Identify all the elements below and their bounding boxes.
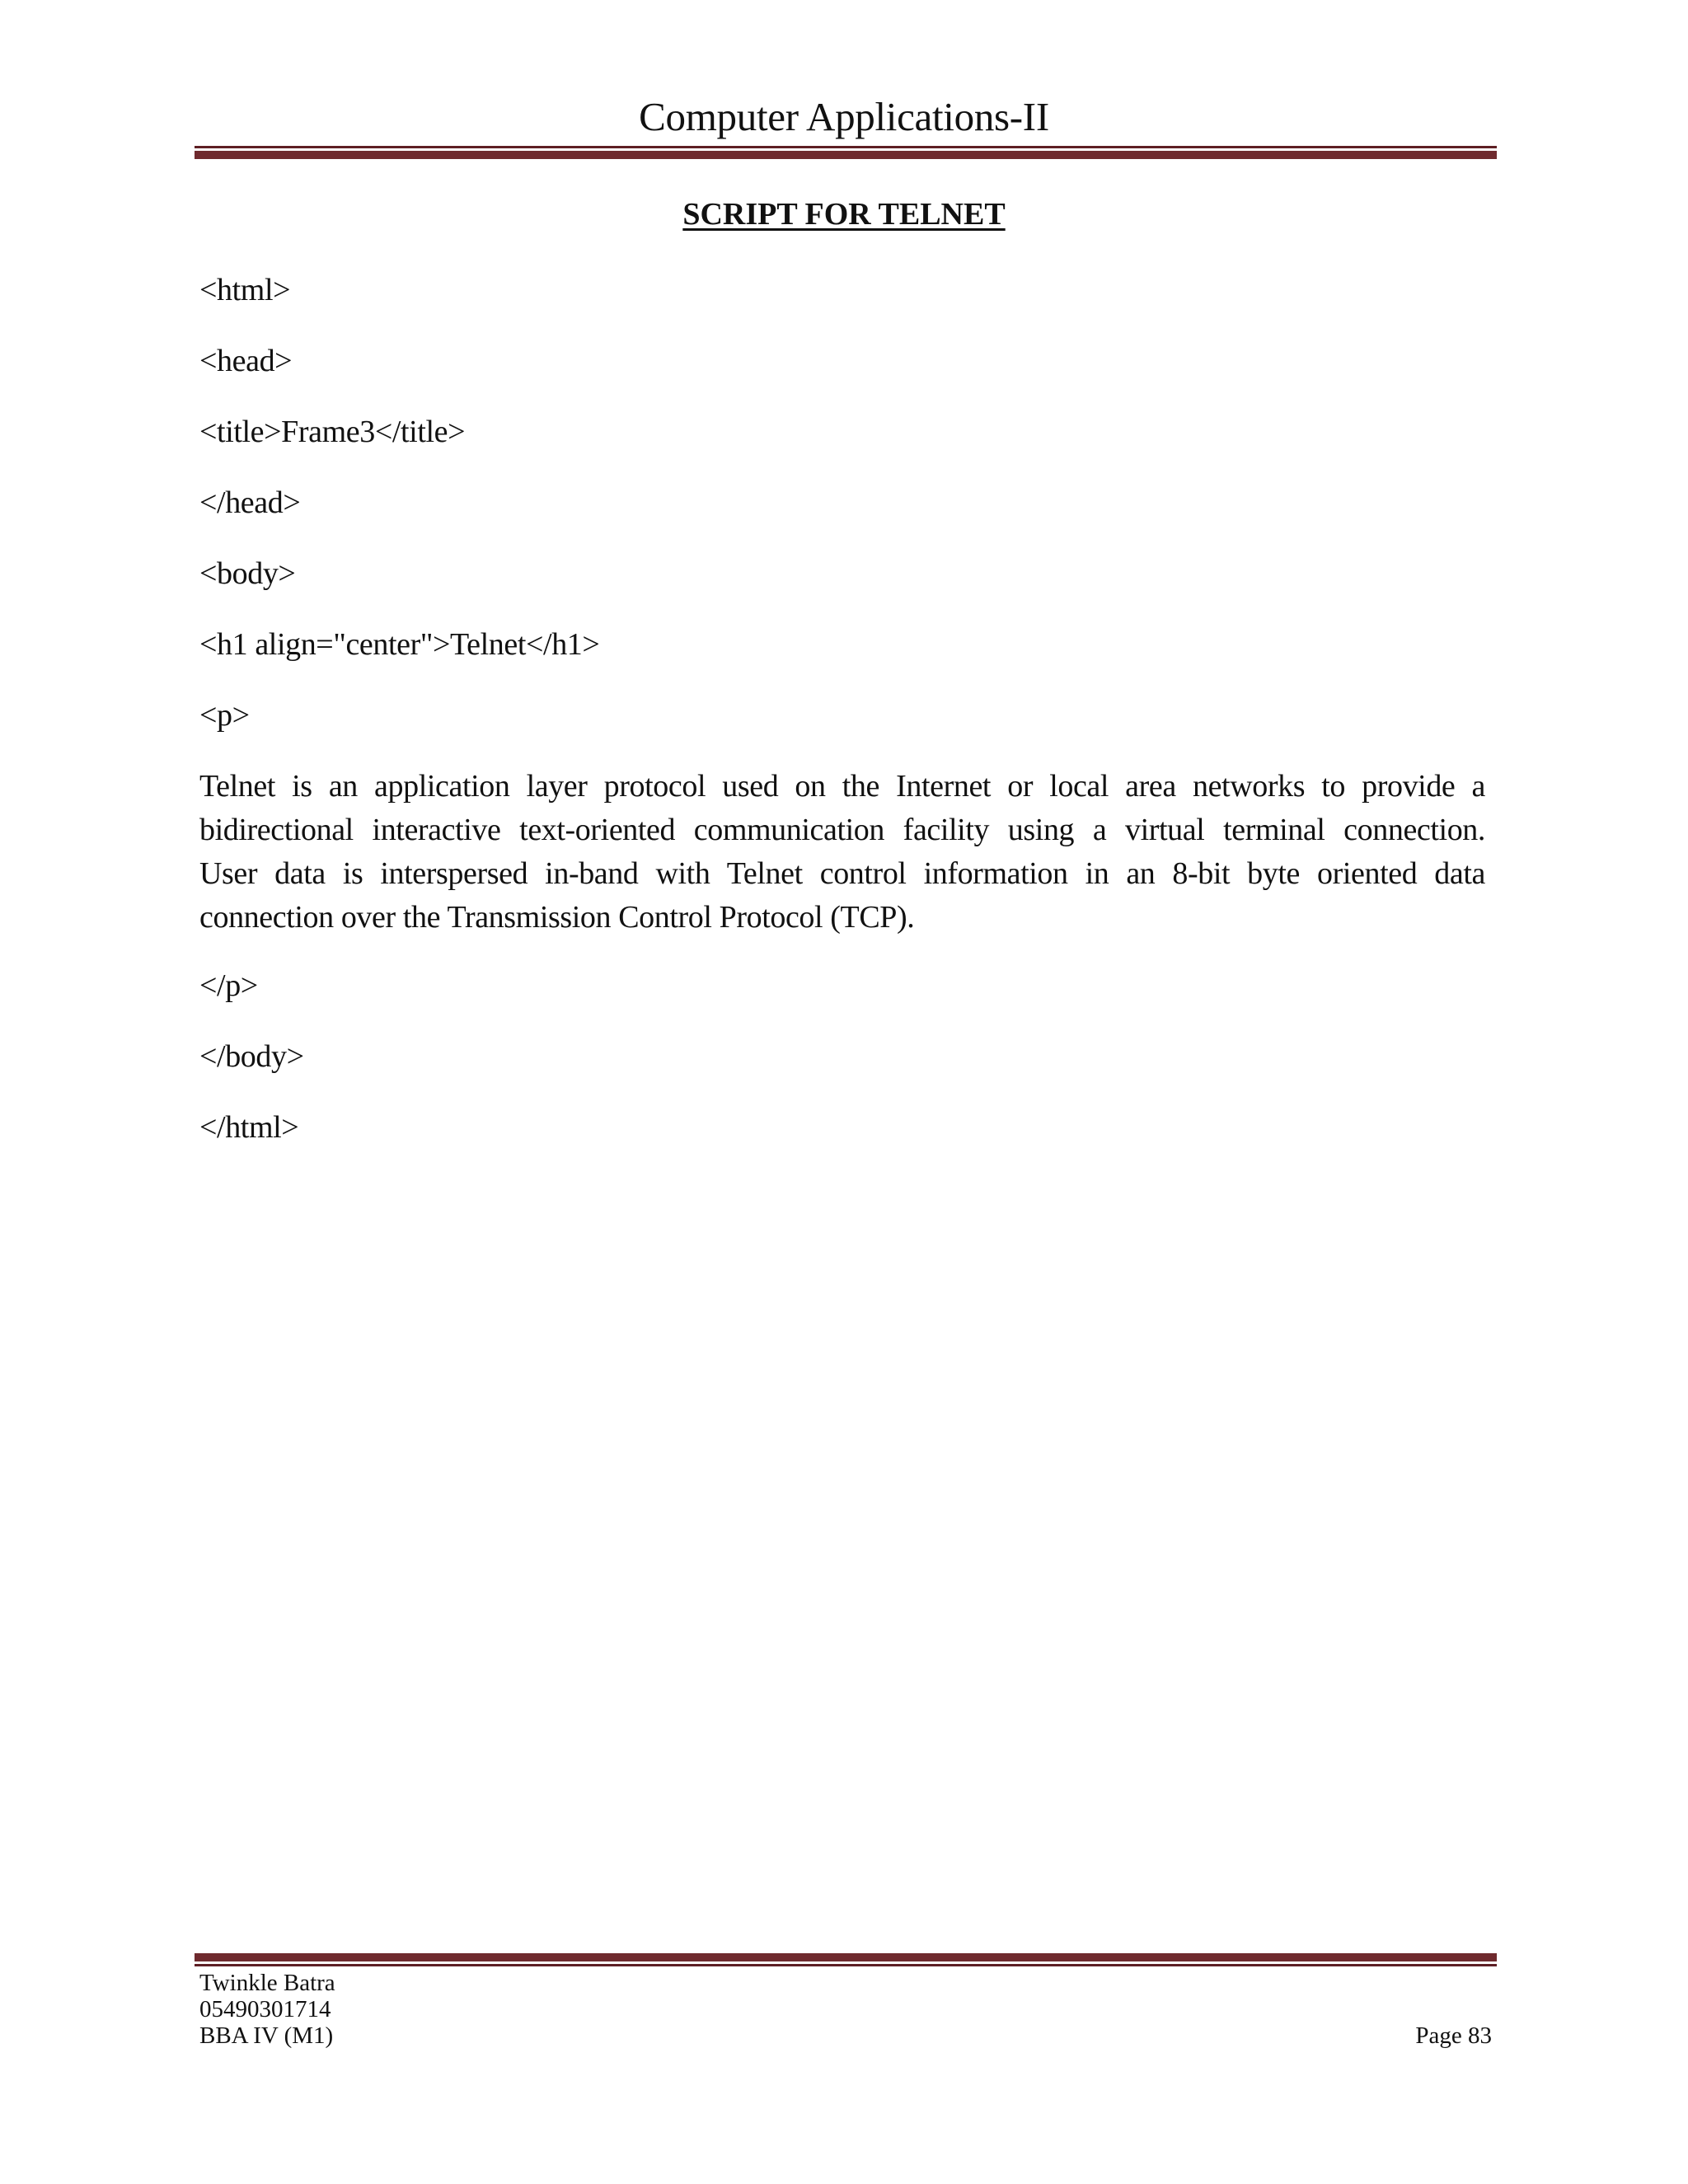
code-line-title: <title>Frame3</title> <box>199 415 466 449</box>
page-header-title: Computer Applications-II <box>639 94 1049 139</box>
page-number: Page 83 <box>1415 2022 1492 2049</box>
footer-divider <box>195 1953 1497 1966</box>
code-line-html-close: </html> <box>199 1110 299 1145</box>
paragraph-line: connection over the Transmission Control Protocol (TCP). <box>199 900 915 935</box>
code-line-body-close: </body> <box>199 1039 304 1074</box>
paragraph-line: bidirectional interactive text-oriented communication facility using a virtual terminal connection. <box>199 813 1485 847</box>
paragraph-line: Telnet is an application layer protocol used on the Internet or local area networks to provide a <box>199 769 1485 804</box>
code-line-body-open: <body> <box>199 556 296 591</box>
header-divider <box>195 146 1497 159</box>
telnet-paragraph <box>199 765 1485 940</box>
code-line-p-open: <p> <box>199 698 250 733</box>
footer-roll-number: 05490301714 <box>199 1996 331 2022</box>
document-heading: SCRIPT FOR TELNET <box>682 197 1006 232</box>
code-line-p-close: </p> <box>199 968 258 1003</box>
paragraph-line: User data is interspersed in-band with Telnet control information in an 8-bit byte oriented data <box>199 856 1485 891</box>
footer-info <box>199 1970 335 2049</box>
footer-author: Twinkle Batra <box>199 1970 335 1996</box>
code-line-head-close: </head> <box>199 485 301 520</box>
code-line-html-open: <html> <box>199 273 291 307</box>
footer-class: BBA IV (M1) <box>199 2022 334 2049</box>
code-line-head-open: <head> <box>199 344 293 378</box>
code-line-h1: <h1 align="center">Telnet</h1> <box>199 627 600 662</box>
